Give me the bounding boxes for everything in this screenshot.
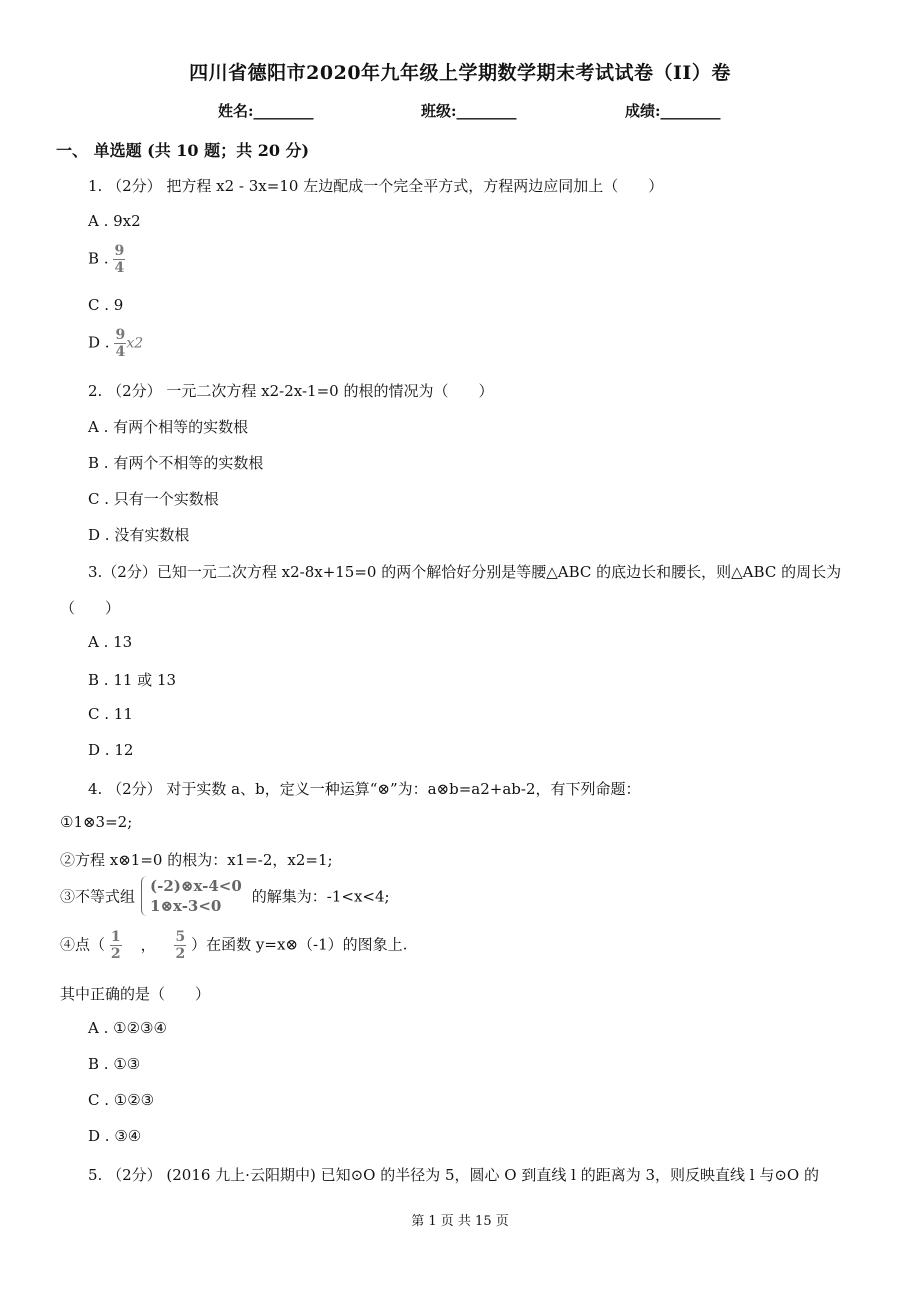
question-2-text: 2. （2分） 一元二次方程 x2-2x-1=0 的根的情况为（ ） <box>88 382 494 400</box>
q4-proposition-4 <box>60 930 407 961</box>
fraction-numerator: 5 <box>175 929 186 945</box>
q3-option-a: A . 13 <box>88 633 133 651</box>
q4-p3-prefix: ③不等式组 <box>60 887 136 906</box>
q4-p4-suffix: ）在函数 y=x⊗（-1）的图象上. <box>191 935 408 954</box>
q3-option-c: C . 11 <box>88 705 133 723</box>
fraction-numerator: 1 <box>110 929 121 945</box>
q4-option-c: C . ①②③ <box>88 1091 155 1109</box>
q4-option-b: B . ①③ <box>88 1055 141 1073</box>
q1-option-a: A . 9x2 <box>88 212 141 230</box>
name-field-label: 姓名:________ <box>218 102 314 120</box>
q1-option-d <box>88 328 143 359</box>
inequality-line-2: 1⊗x-3<0 <box>150 897 222 915</box>
q4-option-d: D . ③④ <box>88 1127 142 1145</box>
q1-option-d-label: D . <box>88 333 110 352</box>
question-1-text: 1. （2分） 把方程 x2 - 3x=10 左边配成一个完全平方式，方程两边应同加上（ ） <box>88 177 664 195</box>
question-4-text: 4. （2分） 对于实数 a、b，定义一种运算“⊗”为：a⊗b=a2+ab-2，有下列命题： <box>88 780 641 798</box>
page-footer: 第 1 页 共 15 页 <box>411 1214 509 1229</box>
q1-option-d-variable: x2 <box>126 335 144 352</box>
q4-p3-suffix: 的解集为：-1<x<4; <box>251 887 390 906</box>
q1-option-b-label: B . <box>88 249 109 268</box>
fraction-numerator: 9 <box>114 243 125 259</box>
class-field-label: 班级:________ <box>421 102 517 120</box>
inequality-line-1: (-2)⊗x-4<0 <box>150 877 242 895</box>
score-field-label: 成绩:________ <box>625 102 721 120</box>
q4-question-prompt: 其中正确的是（ ） <box>60 985 211 1003</box>
q2-option-b: B . 有两个不相等的实数根 <box>88 454 264 472</box>
point-y-fraction <box>174 930 186 961</box>
fraction-numerator: 9 <box>115 327 126 343</box>
fraction-denominator: 4 <box>114 260 125 276</box>
q1-option-d-fraction <box>114 328 126 359</box>
section-heading: 一、 单选题 (共 10 题；共 20 分) <box>56 141 310 160</box>
q1-option-b-fraction <box>113 244 125 275</box>
q4-proposition-1: ①1⊗3=2; <box>60 813 133 831</box>
q4-proposition-3 <box>60 876 390 916</box>
fraction-denominator: 2 <box>175 946 186 962</box>
q4-proposition-2: ②方程 x⊗1=0 的根为：x1=-2，x2=1; <box>60 851 333 869</box>
q4-p4-separator: ， <box>140 935 156 954</box>
question-5-text: 5. （2分） (2016 九上·云阳期中) 已知⊙O 的半径为 5，圆心 O 到直线 l 的距离为 3，则反映直线 l 与⊙O 的 <box>88 1166 819 1184</box>
question-3-text: 3.（2分）已知一元二次方程 x2-8x+15=0 的两个解恰好分别是等腰△ABC 的底边长和腰长，则△ABC 的周长为 <box>88 563 842 581</box>
q4-p4-prefix: ④点（ <box>60 935 106 954</box>
q2-option-a: A . 有两个相等的实数根 <box>88 418 249 436</box>
fraction-denominator: 4 <box>115 344 126 360</box>
q2-option-c: C . 只有一个实数根 <box>88 490 219 508</box>
page-title: 四川省德阳市2020年九年级上学期数学期末考试试卷（II）卷 <box>189 62 731 84</box>
q3-option-b: B . 11 或 13 <box>88 671 177 689</box>
q3-option-d: D . 12 <box>88 741 134 759</box>
inequality-system <box>141 876 242 916</box>
q2-option-d: D . 没有实数根 <box>88 526 190 544</box>
q4-option-a: A . ①②③④ <box>88 1019 167 1037</box>
q1-option-b <box>88 244 125 275</box>
point-x-fraction <box>110 930 122 961</box>
fraction-denominator: 2 <box>110 946 121 962</box>
q1-option-c: C . 9 <box>88 296 124 314</box>
question-3-text-continued: （ ） <box>60 599 121 617</box>
